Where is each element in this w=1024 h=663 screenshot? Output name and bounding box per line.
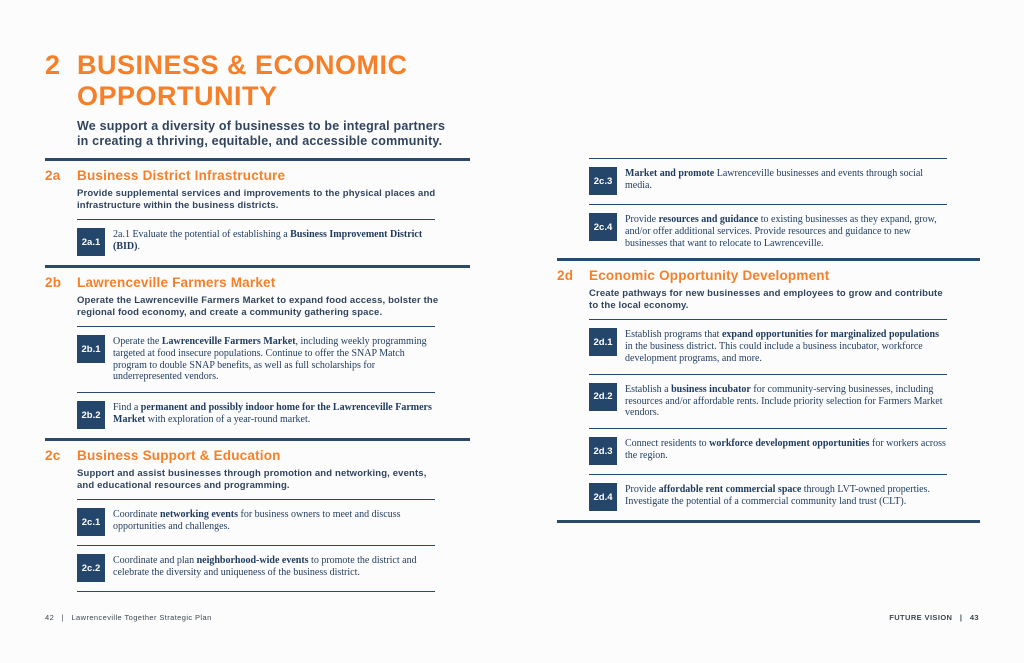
item-row xyxy=(77,392,435,438)
section-description: Support and assist businesses through promotion and networking, events, and educational resources and programming. xyxy=(77,468,427,491)
section-title: Business Support & Education xyxy=(77,448,281,464)
section-id: 2d xyxy=(557,268,574,284)
item-badge: 2d.3 xyxy=(589,437,617,465)
section-end-divider xyxy=(557,520,980,523)
item-text xyxy=(625,437,947,462)
item-text-segment: expand opportunities for marginalized populations xyxy=(721,329,940,341)
footer-left xyxy=(45,613,212,622)
item-row xyxy=(77,326,435,392)
item-text-segment: Find a xyxy=(113,402,141,414)
item-badge: 2b.2 xyxy=(77,401,105,429)
item-text-segment: for workers across the region. xyxy=(625,438,946,461)
item-text xyxy=(625,483,947,508)
item-text-segment: neighborhood-wide events xyxy=(196,555,309,567)
item-row xyxy=(77,219,435,265)
item-badge: 2c.3 xyxy=(589,167,617,195)
chapter-title-line2: OPPORTUNITY xyxy=(77,81,278,111)
item-row xyxy=(77,545,435,591)
item-badge: 2d.1 xyxy=(589,328,617,356)
section-description: Provide supplemental services and improvements to the physical places and infrastructure within the business districts. xyxy=(77,188,436,211)
chapter-title-line1: BUSINESS & ECONOMIC xyxy=(77,50,408,80)
item-text-segment: resources and guidance xyxy=(658,214,759,225)
section-header xyxy=(45,161,470,219)
items-end-divider xyxy=(77,591,435,592)
chapter-title-row xyxy=(45,50,495,112)
section-id: 2b xyxy=(45,275,62,290)
item-text-segment: for community-serving businesses, including resources and/or affordable rents. Include priority selection for Farmers Market vendors. xyxy=(625,383,943,419)
item-row xyxy=(589,319,947,373)
item-row xyxy=(589,474,947,520)
item-text-segment: with exploration of a year-round market. xyxy=(145,413,311,425)
item-text-segment: Establish a xyxy=(625,383,672,395)
section-description: Create pathways for new businesses and employees to grow and contribute to the local economy. xyxy=(589,288,943,311)
item-text-segment: . xyxy=(137,240,140,252)
chapter-subtitle: We support a diversity of businesses to be integral partners in creating a thriving, equitable, and accessible community. xyxy=(77,119,446,148)
section-label: FUTURE VISION xyxy=(889,613,953,622)
item-text xyxy=(625,213,947,249)
item-badge: 2d.4 xyxy=(589,483,617,511)
item-text xyxy=(113,228,435,253)
item-text-segment: workforce development opportunities xyxy=(709,438,870,450)
item-badge: 2d.2 xyxy=(589,383,617,411)
item-text-segment: Coordinate and plan xyxy=(113,555,197,567)
item-text xyxy=(625,167,947,192)
footer-divider: | xyxy=(959,613,963,622)
item-badge: 2c.4 xyxy=(589,213,617,241)
section-title: Lawrenceville Farmers Market xyxy=(77,275,276,290)
items-group xyxy=(77,326,435,438)
item-text-segment: networking events xyxy=(159,509,238,521)
item-text-segment: Lawrenceville businesses and events through social media. xyxy=(625,168,924,191)
section-header xyxy=(45,268,470,326)
chapter-title-block xyxy=(45,50,495,149)
item-text-segment: in the business district. This could include a business incubator, workforce development programs, and more. xyxy=(625,341,923,364)
item-row xyxy=(589,158,947,204)
section-heading-row xyxy=(45,448,470,463)
item-text-segment: permanent and possibly indoor home for the Lawrenceville Farmers Market xyxy=(113,402,432,425)
section-description: Operate the Lawrenceville Farmers Market to expand food access, bolster the regional food economy, and create a community gathering space. xyxy=(77,295,439,318)
item-text-segment: affordable rent commercial space xyxy=(658,484,802,496)
item-text-segment: for business owners to meet and discuss opportunities and challenges. xyxy=(113,509,401,532)
right-page-column xyxy=(557,158,980,523)
page-number-right: 43 xyxy=(969,613,979,622)
footer-right xyxy=(889,613,979,622)
item-row xyxy=(589,204,947,258)
item-row xyxy=(77,499,435,545)
item-text-segment: Connect residents to xyxy=(625,438,710,450)
plan-title: Lawrenceville Together Strategic Plan xyxy=(71,613,212,622)
items-group xyxy=(589,319,947,520)
section-header xyxy=(45,441,470,499)
item-text-segment: to existing businesses as they expand, grow, and/or offer additional services. Provide resources and guidance to new businesses that want to relocate to Lawrenceville. xyxy=(625,214,937,249)
item-text-segment: through LVT-owned properties. Investigate the potential of a commercial community land trust (CLT). xyxy=(625,484,930,507)
items-group xyxy=(77,219,435,265)
item-text xyxy=(113,554,435,579)
section-header xyxy=(557,261,980,319)
section-heading-row xyxy=(45,275,470,290)
item-text-segment: Operate the xyxy=(113,336,162,347)
item-text-segment: Coordinate xyxy=(113,509,160,521)
item-text-segment: to promote the district and celebrate the diversity and uniqueness of the business district. xyxy=(113,555,417,578)
item-text-segment: , including weekly programming targeted at food insecure populations. Continue to offer the SNAP Match program to double SNAP benefits, as well as full scholarships for underrepresented vendors. xyxy=(113,336,427,383)
item-row xyxy=(589,374,947,428)
item-text-segment: Lawrenceville Farmers Market xyxy=(161,336,296,347)
chapter-number: 2 xyxy=(45,50,61,80)
item-text-segment: business incubator xyxy=(671,383,751,395)
item-badge: 2a.1 xyxy=(77,228,105,256)
item-badge: 2b.1 xyxy=(77,335,105,363)
footer-divider: | xyxy=(61,613,64,622)
section-id: 2a xyxy=(45,168,61,183)
left-page-column xyxy=(45,158,470,592)
item-text xyxy=(625,383,947,419)
item-text-segment: Provide xyxy=(625,214,659,225)
item-text xyxy=(113,335,435,383)
item-text xyxy=(113,401,435,426)
section-title: Economic Opportunity Development xyxy=(589,268,830,284)
chapter-title xyxy=(77,50,408,112)
items-group xyxy=(589,158,947,258)
section-title: Business District Infrastructure xyxy=(77,168,286,183)
item-row xyxy=(589,428,947,474)
item-text xyxy=(113,508,435,533)
item-text-segment: Establish programs that xyxy=(625,329,722,341)
page-number-left: 42 xyxy=(45,613,55,622)
item-text-segment: 2a.1 Evaluate the potential of establishing a xyxy=(113,229,291,240)
section-heading-row xyxy=(45,168,470,183)
item-text-segment: Market and promote xyxy=(625,168,715,179)
item-text-segment: Business Improvement District (BID) xyxy=(113,229,423,252)
item-badge: 2c.2 xyxy=(77,554,105,582)
item-badge: 2c.1 xyxy=(77,508,105,536)
section-heading-row xyxy=(557,268,980,283)
item-text-segment: Provide xyxy=(625,484,659,496)
item-text xyxy=(625,328,947,364)
section-id: 2c xyxy=(45,448,61,464)
items-group xyxy=(77,499,435,592)
